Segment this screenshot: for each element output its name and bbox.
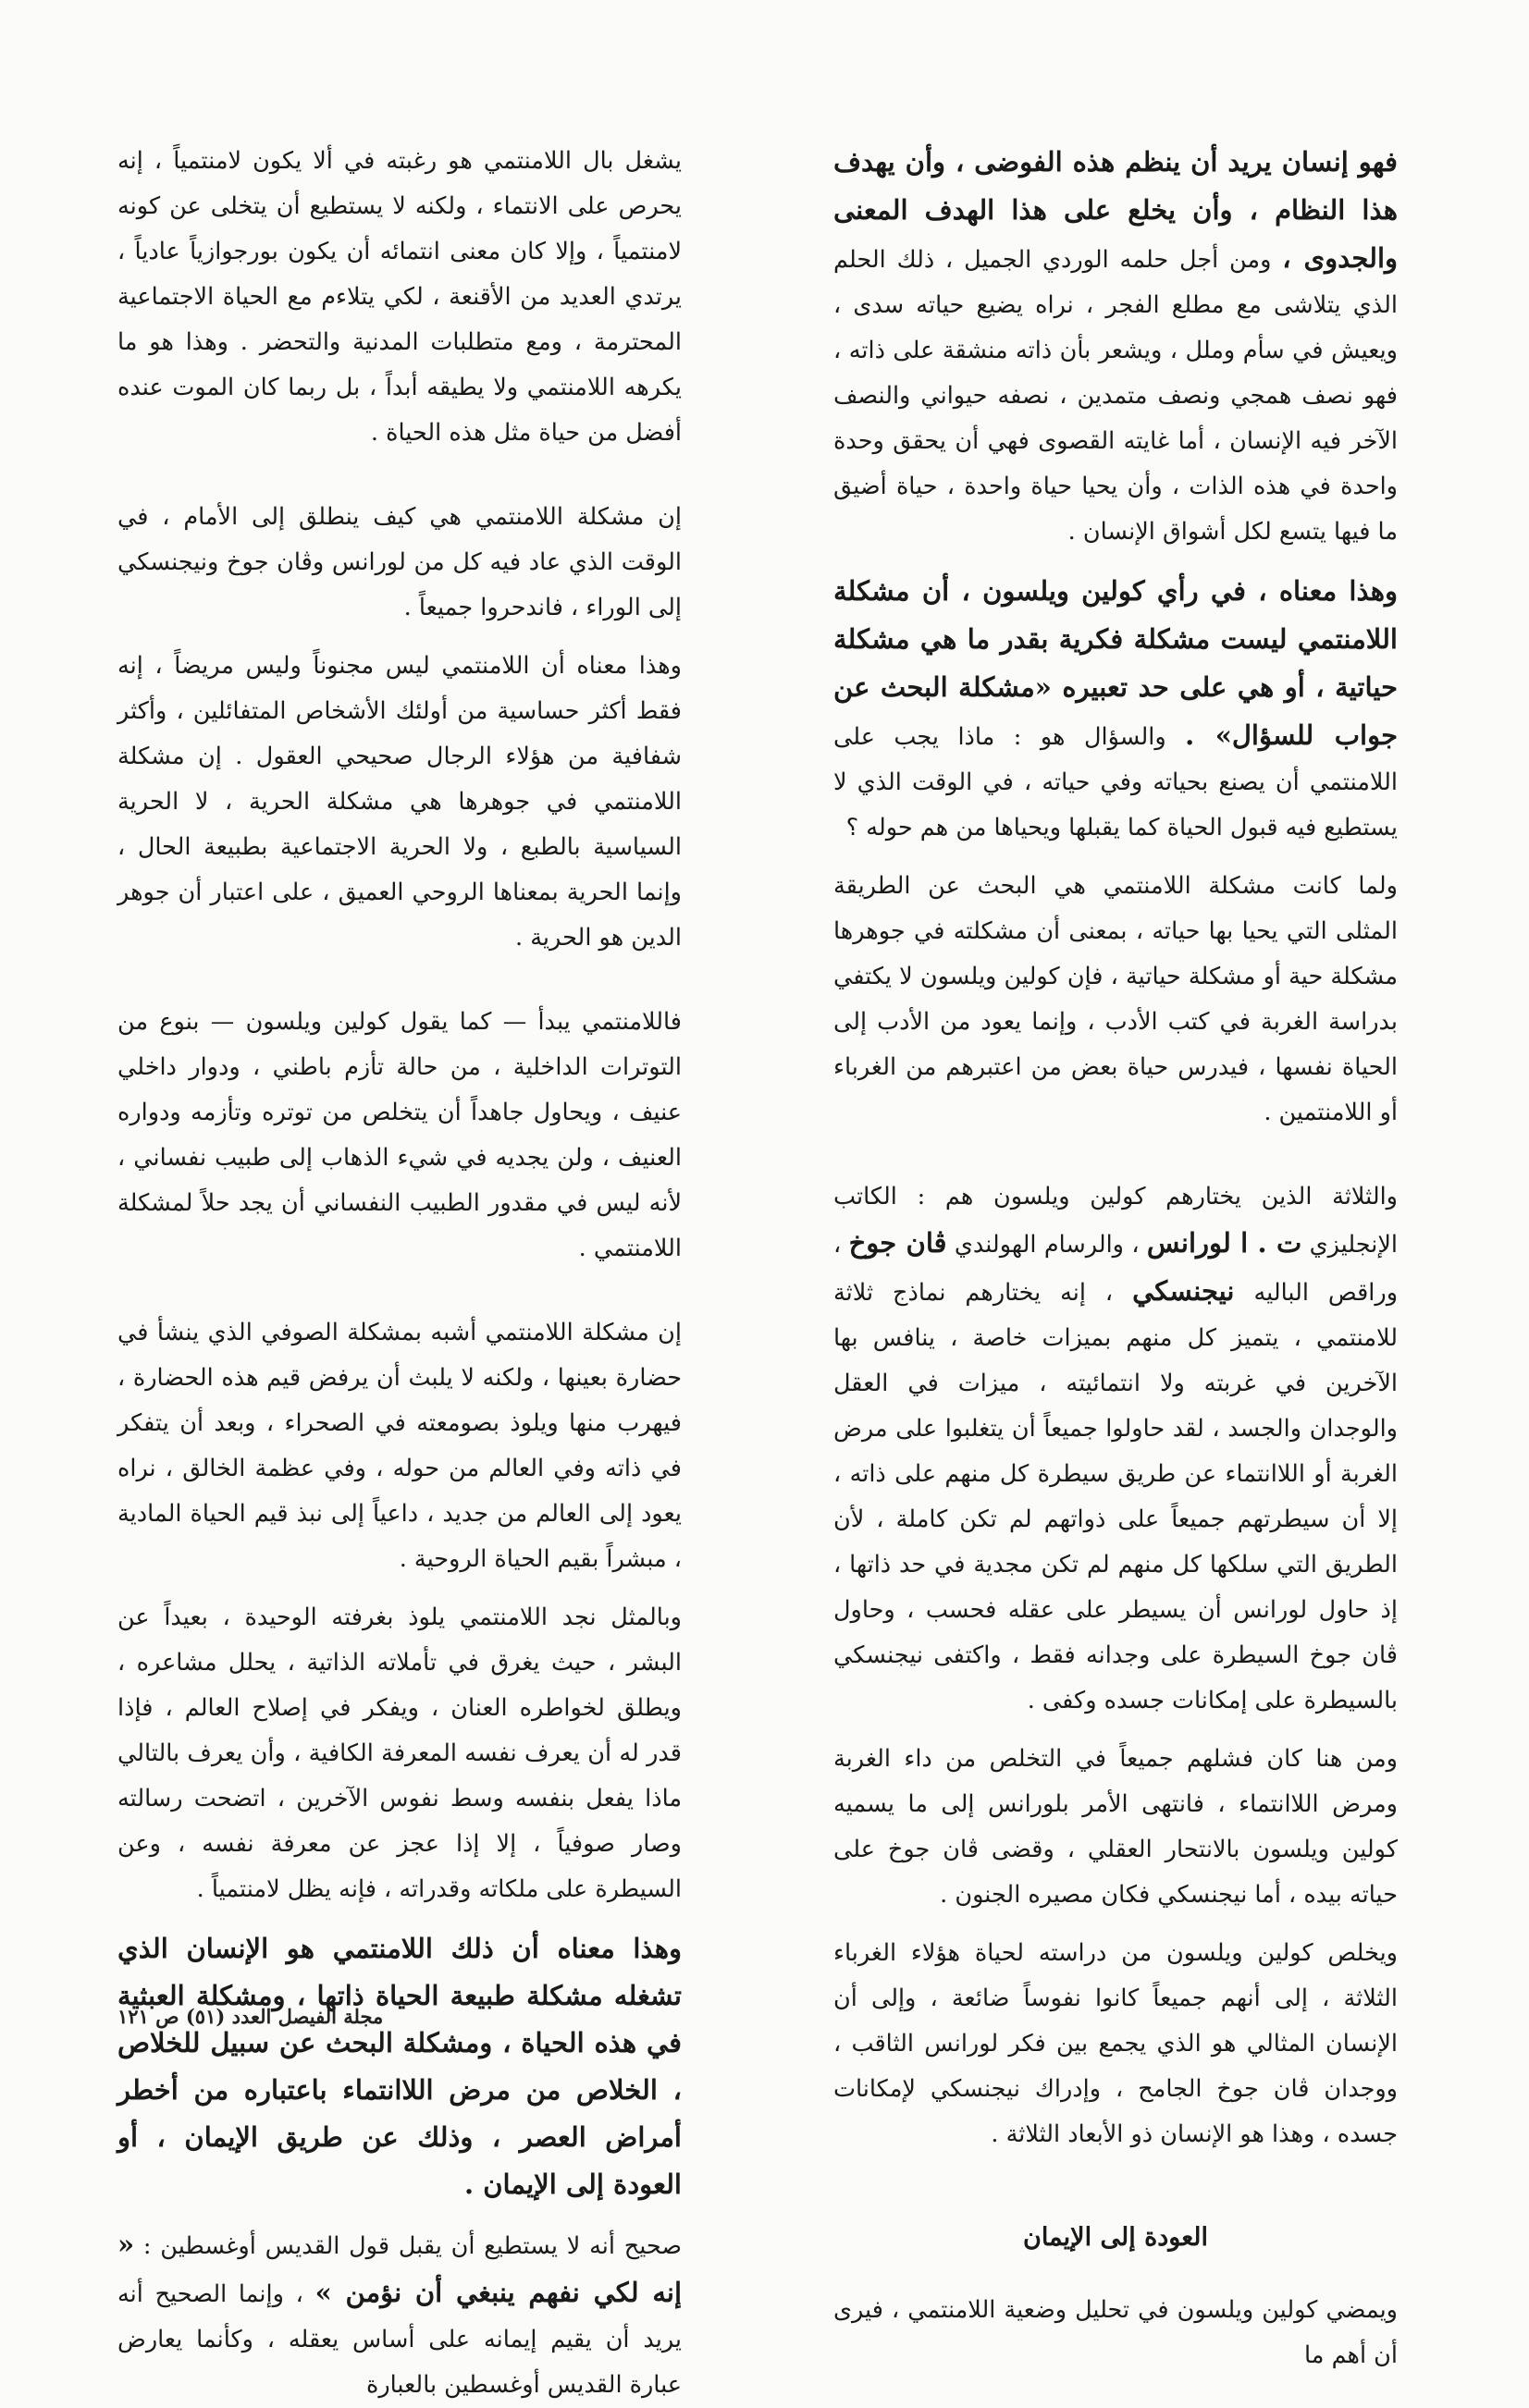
body-text: والثلاثة الذين يختارهم كولين ويلسون هم : الكاتب الإنجليزي <box>833 1183 1398 1259</box>
paragraph <box>833 139 1398 555</box>
body-text: والسؤال هو : ماذا يجب على اللامنتمي أن يصنع بحياته وفي حياته ، في الوقت الذي لا يستطيع فيه قبول الحياة كما يقبلها ويحياها من هم حوله ؟ <box>833 723 1398 842</box>
bold-name: ت . ا لورانس <box>1146 1227 1302 1259</box>
bold-name: ڤان جوخ <box>848 1227 947 1259</box>
section-heading: العودة إلى الإيمان <box>1023 2223 1208 2252</box>
paragraph: يشغل بال اللامنتمي هو رغبته في ألا يكون لامنتمياً ، إنه يحرص على الانتماء ، ولكنه لا يستطيع أن يتخلى عن كونه لامنتمياً ، وإلا كان معنى انتمائه أن يكون بورجوازياً عادياً ، يرتدي العديد من الأقنعة ، لكي يتلاءم مع الحياة الاجتماعية المحترمة ، ومع متطلبات المدنية والتحضر . وهذا هو ما يكرهه اللامنتمي ولا يطيقه أبداً ، بل ربما كان الموت عنده أفضل من حياة مثل هذه الحياة . <box>117 147 682 447</box>
bold-lead-text: وهذا معناه ، في رأي كولين ويلسون ، أن مشكلة اللامنتمي ليست مشكلة فكرية بقدر ما هي مشكلة حياتية ، أو هي على حد تعبيره «مشكلة البحث عن جواب للسؤال» . <box>833 575 1398 751</box>
right-column <box>833 139 1398 2378</box>
body-text: ، والرسام الهولندي <box>954 1231 1140 1259</box>
paragraph: ويخلص كولين ويلسون من دراسته لحياة هؤلاء الغرباء الثلاثة ، إلى أنهم جميعاً كانوا نفوساً ضائعة ، وإلى أن الإنسان المثالي هو الذي يجمع بين فكر لورانس الثاقب ، ووجدان ڤان جوخ الجامح ، وإدراك نيجنسكي لإمكانات جسده ، وهذا هو الإنسان ذو الأبعاد الثلاثة . <box>833 1939 1398 2148</box>
body-text: ، وإنما الصحيح أنه يريد أن يقيم إيمانه على أساس يعقله ، وكأنما يعارض عبارة القديس أوغسطين بالعبارة <box>117 2280 682 2399</box>
paragraph <box>833 1174 1398 1724</box>
bold-quote: « إنه لكي نفهم ينبغي أن نؤمن » <box>117 2229 682 2308</box>
body-text: ومن أجل حلمه الوردي الجميل ، ذلك الحلم الذي يتلاشى مع مطلع الفجر ، نراه يضيع حياته سدى ، ويعيش في سأم وملل ، ويشعر بأن ذاته منشقة على ذاته ، فهو نصف همجي ونصف متمدين ، نصفه حيواني والنصف الآخر فيه الإنسان ، أما غايته القصوى فهي أن يحقق وحدة واحدة في هذه الذات ، وأن يحيا حياة واحدة ، حياة أضيق ما فيها يتسع لكل أشواق الإنسان . <box>833 246 1398 546</box>
paragraph: ولما كانت مشكلة اللامنتمي هي البحث عن الطريقة المثلى التي يحيا بها حياته ، بمعنى أن مشكلته في جوهرها مشكلة حية أو مشكلة حياتية ، فإن كولين ويلسون لا يكتفي بدراسة الغربة في كتب الأدب ، وإنما يعود من الأدب إلى الحياة نفسها ، فيدرس حياة بعض من اعتبرهم من الغرباء أو اللامنتمين . <box>833 872 1398 1126</box>
bold-paragraph: وهذا معناه أن ذلك اللامنتمي هو الإنسان الذي تشغله مشكلة طبيعة الحياة ذاتها ، ومشكلة العبثية في هذه الحياة ، ومشكلة البحث عن سبيل للخلاص ، الخلاص من مرض اللاانتماء باعتباره من أخطر أمراض العصر ، وذلك عن طريق الإيمان ، أو العودة إلى الإيمان . <box>117 1933 682 2200</box>
bold-name: نيجنسكي <box>1132 1275 1235 1307</box>
page-footer: مجلة الفيصل العدد (٥١) ص ١٢١ <box>117 2005 384 2028</box>
paragraph: إن مشكلة اللامنتمي أشبه بمشكلة الصوفي الذي ينشأ في حضارة بعينها ، ولكنه لا يلبث أن يرفض قيم هذه الحضارة ، فيهرب منها ويلوذ بصومعته في الصحراء ، وبعد أن يتفكر في ذاته وفي العالم من حوله ، وفي عظمة الخالق ، نراه يعود إلى العالم من جديد ، داعياً إلى نبذ قيم الحياة المادية ، مبشراً بقيم الحياة الروحية . <box>117 1319 682 1573</box>
bold-lead-text: فهو إنسان يريد أن ينظم هذه الفوضى ، وأن يهدف هذا النظام ، وأن يخلع على هذا الهدف المعنى والجدوى ، <box>833 146 1399 274</box>
paragraph: وبالمثل نجد اللامنتمي يلوذ بغرفته الوحيدة ، بعيداً عن البشر ، حيث يغرق في تأملاته الذاتية ، يحلل مشاعره ، ويطلق لخواطره العنان ، ويفكر في إصلاح العالم ، فإذا قدر له أن يعرف نفسه المعرفة الكافية ، وأن يعرف بالتالي ماذا يفعل بنفسه وسط نفوس الآخرين ، اتضحت رسالته وصار صوفياً ، إلا إذا عجز عن معرفة نفسه ، وعن السيطرة على ملكاته وقدراته ، فإنه يظل لامنتمياً . <box>117 1603 682 1903</box>
paragraph: فاللامنتمي يبدأ — كما يقول كولين ويلسون — بنوع من التوترات الداخلية ، من حالة تأزم باطني ، ودوار داخلي عنيف ، ويحاول جاهداً أن يتخلص من توتره وتأزمه ودواره العنيف ، ولن يجديه في شيء الذهاب إلى طبيب نفساني ، لأنه ليس في مقدور الطبيب النفساني أن يجد حلاً لمشكلة اللامنتمي . <box>117 1008 682 1262</box>
paragraph: ويمضي كولين ويلسون في تحليل وضعية اللامنتمي ، فيرى أن أهم ما <box>833 2296 1398 2369</box>
body-text: ، إنه يختارهم نماذج ثلاثة للامنتمي ، يتميز كل منهم بميزات خاصة ، ينافس بها الآخرين في غربته ولا انتمائيته ، ميزات في العقل والوجدان والجسد ، لقد حاولوا جميعاً أن يتغلبوا على مرض الغربة أو اللاانتماء عن طريق سيطرة كل منهم على ذاته ، إلا أن سيطرتهم جميعاً على ذواتهم لم تكن كاملة ، لأن الطريق التي سلكها كل منهم لم تكن مجدية في حد ذاتها ، إذ حاول لورانس أن يسيطر على عقله فحسب ، وحاول ڤان جوخ السيطرة على وجدانه فقط ، واكتفى نيجنسكي بالسيطرة على إمكانات جسده وكفى . <box>833 1279 1398 1714</box>
paragraph <box>117 2221 682 2408</box>
paragraph <box>833 568 1398 851</box>
left-column <box>117 139 682 2408</box>
paragraph: إن مشكلة اللامنتمي هي كيف ينطلق إلى الأمام ، في الوقت الذي عاد فيه كل من لورانس وڤان جوخ ونيجنسكي إلى الوراء ، فاندحروا جميعاً . <box>117 503 682 621</box>
body-text: ، وراقص الباليه <box>833 1231 1399 1307</box>
body-text: صحيح أنه لا يستطيع أن يقبل قول القديس أوغسطين : <box>142 2232 682 2260</box>
paragraph: وهذا معناه أن اللامنتمي ليس مجنوناً وليس مريضاً ، إنه فقط أكثر حساسية من أولئك الأشخاص المتفائلين ، وأكثر شفافية من هؤلاء الرجال صحيحي العقول . إن مشكلة اللامنتمي في جوهرها هي مشكلة الحرية ، لا الحرية السياسية بالطبع ، ولا الحرية الاجتماعية بطبيعة الحال ، وإنما الحرية بمعناها الروحي العميق ، على اعتبار أن جوهر الدين هو الحرية . <box>117 652 682 952</box>
paragraph: ومن هنا كان فشلهم جميعاً في التخلص من داء الغربة ومرض اللاانتماء ، فانتهى الأمر بلورانس إلى ما يسميه كولين ويلسون بالانتحار العقلي ، وقضى ڤان جوخ على حياته بيده ، أما نيجنسكي فكان مصيره الجنون . <box>833 1745 1398 1909</box>
